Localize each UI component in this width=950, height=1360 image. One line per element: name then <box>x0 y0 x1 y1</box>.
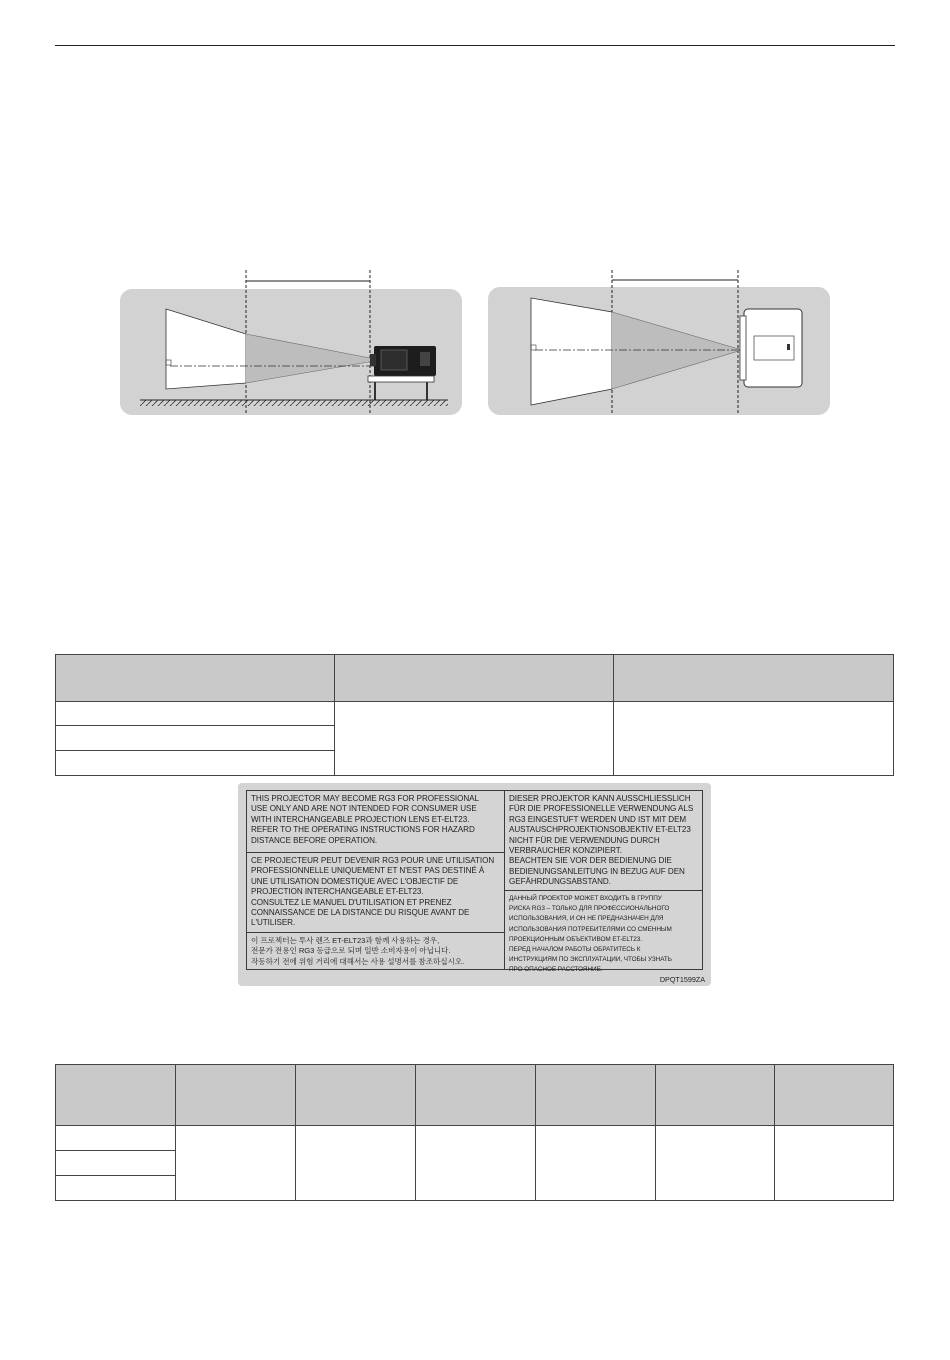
side-view-svg <box>118 266 464 418</box>
table2-header-cell <box>656 1065 775 1126</box>
table1-cell <box>56 726 335 751</box>
table2-header-cell <box>536 1065 656 1126</box>
table1-merged-cell <box>614 702 894 776</box>
label-right-column <box>505 791 702 974</box>
label-korean-text: 이 프로젝터는 투사 렌즈 ET-ELT23과 함께 사용하는 경우, 전문가 전용인 RG3 등급으로 되며 일반 소비자용이 아닙니다. 작동하기 전에 위험 거리에 대해서는 사용 설명서를 참조하십시오. <box>251 936 465 966</box>
table1-header-cell <box>614 655 894 702</box>
top-view-diagram <box>486 266 832 418</box>
table2-merged-cell <box>775 1126 894 1201</box>
specification-table-2 <box>55 1064 894 1201</box>
table1-cell <box>56 702 335 726</box>
label-part-code: DPQT1599ZA <box>659 975 705 984</box>
table2-merged-cell <box>656 1126 775 1201</box>
rg3-warning-label <box>238 783 711 986</box>
label-left-column <box>247 791 505 969</box>
projector-side-icon <box>370 346 436 376</box>
label-russian-text: ДАННЫЙ ПРОЕКТОР МОЖЕТ ВХОДИТЬ В ГРУППУ РИСКА RG3 – ТОЛЬКО ДЛЯ ПРОФЕССИОНАЛЬНОГО ИСПОЛЬЗОВАНИЯ, И ОН НЕ ПРЕДНАЗНАЧЕН ДЛЯ ИСПОЛЬЗОВАНИЯ ПОТРЕБИТЕЛЯМИ СО СМЕННЫМ ПРОЕКЦИОННЫМ ОБЪЕКТИВОМ ET-ELT23. ПЕРЕД НАЧАЛОМ РАБОТЫ ОБРАТИТЕСЬ К ИНСТРУКЦИЯМ ПО ЭКСПЛУАТАЦИИ, ЧТОБЫ УЗНАТЬ ПРО ОПАСНОЕ РАССТОЯНИЕ. <box>509 895 672 974</box>
top-rule <box>55 45 895 46</box>
label-frame <box>246 790 703 974</box>
label-french-text: CE PROJECTEUR PEUT DEVENIR RG3 POUR UNE UTILISATION PROFESSIONNELLE UNIQUEMENT ET N'EST PAS DESTINÉ À UNE UTILISATION DOMESTIQUE AVEC L'OBJECTIF DE PROJECTION INTERCHANGEABLE ET-ELT23. CONSULTEZ LE MANUEL D'UTILISATION ET PRENEZ CONNAISSANCE DE LA DISTANCE DU RISQUE AVANT DE L'UTILISER. <box>251 856 495 928</box>
table1-merged-cell <box>335 702 614 776</box>
table2-header-cell <box>176 1065 296 1126</box>
table2-merged-cell <box>416 1126 536 1201</box>
side-view-diagram <box>118 266 464 418</box>
label-german-text: DIESER PROJEKTOR KANN AUSSCHLIESSLICH FÜR DIE PROFESSIONELLE VERWENDUNG ALS RG3 EINGESTUFT WERDEN UND IST MIT DEM AUSTAUSCHPROJEKTIONSOBJEKTIV ET-ELT23 NICHT FÜR DIE VERWENDUNG DURCH VERBRAUCHER KONZIPIERT. BEACHTEN SIE VOR DER BEDIENUNG DIE BEDIENUNGSANLEITUNG IN BEZUG AUF DEN GEFÄHRDUNGSABSTAND. <box>509 794 694 887</box>
label-english-text: THIS PROJECTOR MAY BECOME RG3 FOR PROFESSIONAL USE ONLY AND ARE NOT INTENDED FOR CONSUMER USE WITH INTERCHANGEABLE PROJECTION LENS ET-ELT23. REFER TO THE OPERATING INSTRUCTIONS FOR HAZARD DISTANCE BEFORE OPERATION. <box>251 794 479 845</box>
top-view-svg <box>486 266 832 418</box>
table2-merged-cell <box>536 1126 656 1201</box>
table2-header-cell <box>296 1065 416 1126</box>
table2-cell <box>56 1176 176 1201</box>
table2-merged-cell <box>296 1126 416 1201</box>
table2-cell <box>56 1126 176 1151</box>
table1-header-cell <box>335 655 614 702</box>
table1-header-cell <box>56 655 335 702</box>
table2-header-cell <box>775 1065 894 1126</box>
table2-merged-cell <box>176 1126 296 1201</box>
table1-cell <box>56 751 335 776</box>
projector-top-icon <box>740 309 802 387</box>
specification-table-1 <box>55 654 894 776</box>
table2-header-cell <box>416 1065 536 1126</box>
table2-header-cell <box>56 1065 176 1126</box>
table2-cell <box>56 1151 176 1176</box>
projection-beam <box>531 298 612 405</box>
